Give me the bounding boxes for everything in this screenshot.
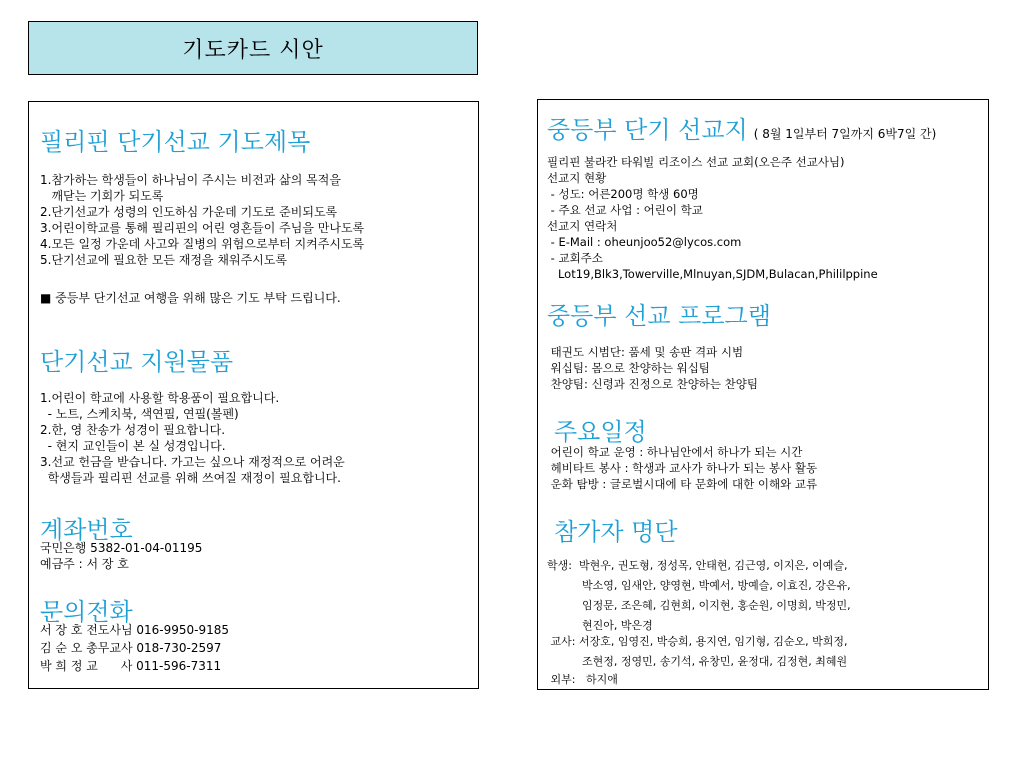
program-line: 찬양팀: 신령과 진정으로 찬양하는 찬양팀 [547,377,759,391]
account-holder: 예금주 : 서 장 호 [40,557,129,571]
supplies-item: 1.어린이 학교에 사용할 학용품이 필요합니다. [40,391,280,405]
supplies-item: 2.한, 영 찬송가 성경이 필요합니다. [40,423,226,437]
supplies-item: - 노트, 스케치북, 색연필, 연필(볼펜) [40,407,239,421]
contact-heading: 문의전화 [40,598,133,626]
mission-line: - 성도: 어른200명 학생 60명 [547,187,699,201]
participants-line: 박소영, 임새안, 양영현, 박예서, 방예슬, 이효진, 강은유, [547,579,851,592]
contact-line: 김 순 오 총무교사 018-730-2597 [40,641,222,655]
prayer-request-note: ■ 중등부 단기선교 여행을 위해 많은 기도 부탁 드립니다. [40,291,341,305]
account-heading: 계좌번호 [40,516,133,544]
program-heading: 중등부 선교 프로그램 [547,302,771,330]
schedule-line: 헤비타트 봉사 : 학생과 교사가 하나가 되는 봉사 활동 [547,461,818,475]
prayer-item: 1.참가하는 학생들이 하나님이 주시는 비전과 삶의 목적을 [40,173,341,187]
mission-dates: ( 8월 1일부터 7일까지 6박7일 간) [753,127,937,141]
mission-line: - E-Mail : oheunjoo52@lycos.com [547,235,742,249]
prayer-heading: 필리핀 단기선교 기도제목 [40,128,311,156]
mission-line: 선교지 연락처 [547,219,618,233]
supplies-item: 3.선교 헌금을 받습니다. 가고는 싶으나 재정적으로 어려운 [40,455,345,469]
mission-line: 선교지 현황 [547,171,607,185]
mission-line: - 교회주소 [547,251,603,265]
participants-line: 조현정, 정영민, 송기석, 유창민, 윤정대, 김정현, 최혜원 [547,655,848,668]
supplies-heading: 단기선교 지원물품 [40,348,234,376]
participants-line: 학생: 박현우, 권도형, 정성목, 안태현, 김근영, 이지은, 이예슬, [547,559,848,572]
mission-line: - 주요 선교 사업 : 어린이 학교 [547,203,703,217]
participants-line: 임정문, 조은혜, 김현희, 이지현, 홍순원, 이명희, 박정민, [547,599,851,612]
participants-line: 교사: 서장호, 임영진, 박승희, 용지연, 임기형, 김순오, 박희정, [547,635,848,648]
prayer-item: 5.단기선교에 필요한 모든 재정을 채워주시도록 [40,253,287,267]
participants-line: 외부: 하지애 [547,673,618,686]
prayer-card-left-panel [28,101,479,689]
contact-line: 서 장 호 전도사님 016-9950-9185 [40,623,230,637]
participants-heading: 참가자 명단 [554,518,678,546]
prayer-item: 3.어린이학교를 통해 필리핀의 어린 영혼들이 주님을 만나도록 [40,221,365,235]
participants-line: 현진아, 박은경 [547,619,653,632]
prayer-card-right-panel [537,99,989,690]
program-line: 워십팀: 몸으로 찬양하는 워십팀 [547,361,710,375]
account-bank-number: 국민은행 5382-01-04-01195 [40,541,203,555]
supplies-item: - 현지 교인들이 본 실 성경입니다. [40,439,226,453]
mission-heading-text: 중등부 단기 선교지 [547,116,748,144]
prayer-item: 2.단기선교가 성령의 인도하심 가운데 기도로 준비되도록 [40,205,338,219]
supplies-item: 학생들과 필리핀 선교를 위해 쓰여질 재정이 필요합니다. [40,471,341,485]
page-title: 기도카드 시안 [28,21,478,75]
schedule-heading: 주요일정 [554,418,647,446]
mission-line: Lot19,Blk3,Towerville,Mlnuyan,SJDM,Bulacan,Phililppine [547,267,878,281]
mission-heading [547,110,936,145]
program-line: 태권도 시범단: 품세 및 송판 격파 시범 [547,345,744,359]
prayer-item: 깨닫는 기회가 되도록 [40,189,164,203]
mission-line: 필리핀 불라칸 타워빌 리조이스 선교 교회(오은주 선교사님) [547,155,845,169]
schedule-line: 어린이 학교 운영 : 하나님안에서 하나가 되는 시간 [547,445,803,459]
schedule-line: 운화 탐방 : 글로벌시대에 타 문화에 대한 이해와 교류 [547,477,818,491]
contact-line: 박 희 정 교 사 011-596-7311 [40,659,222,673]
prayer-item: 4.모든 일정 가운데 사고와 질병의 위험으로부터 지켜주시도록 [40,237,365,251]
